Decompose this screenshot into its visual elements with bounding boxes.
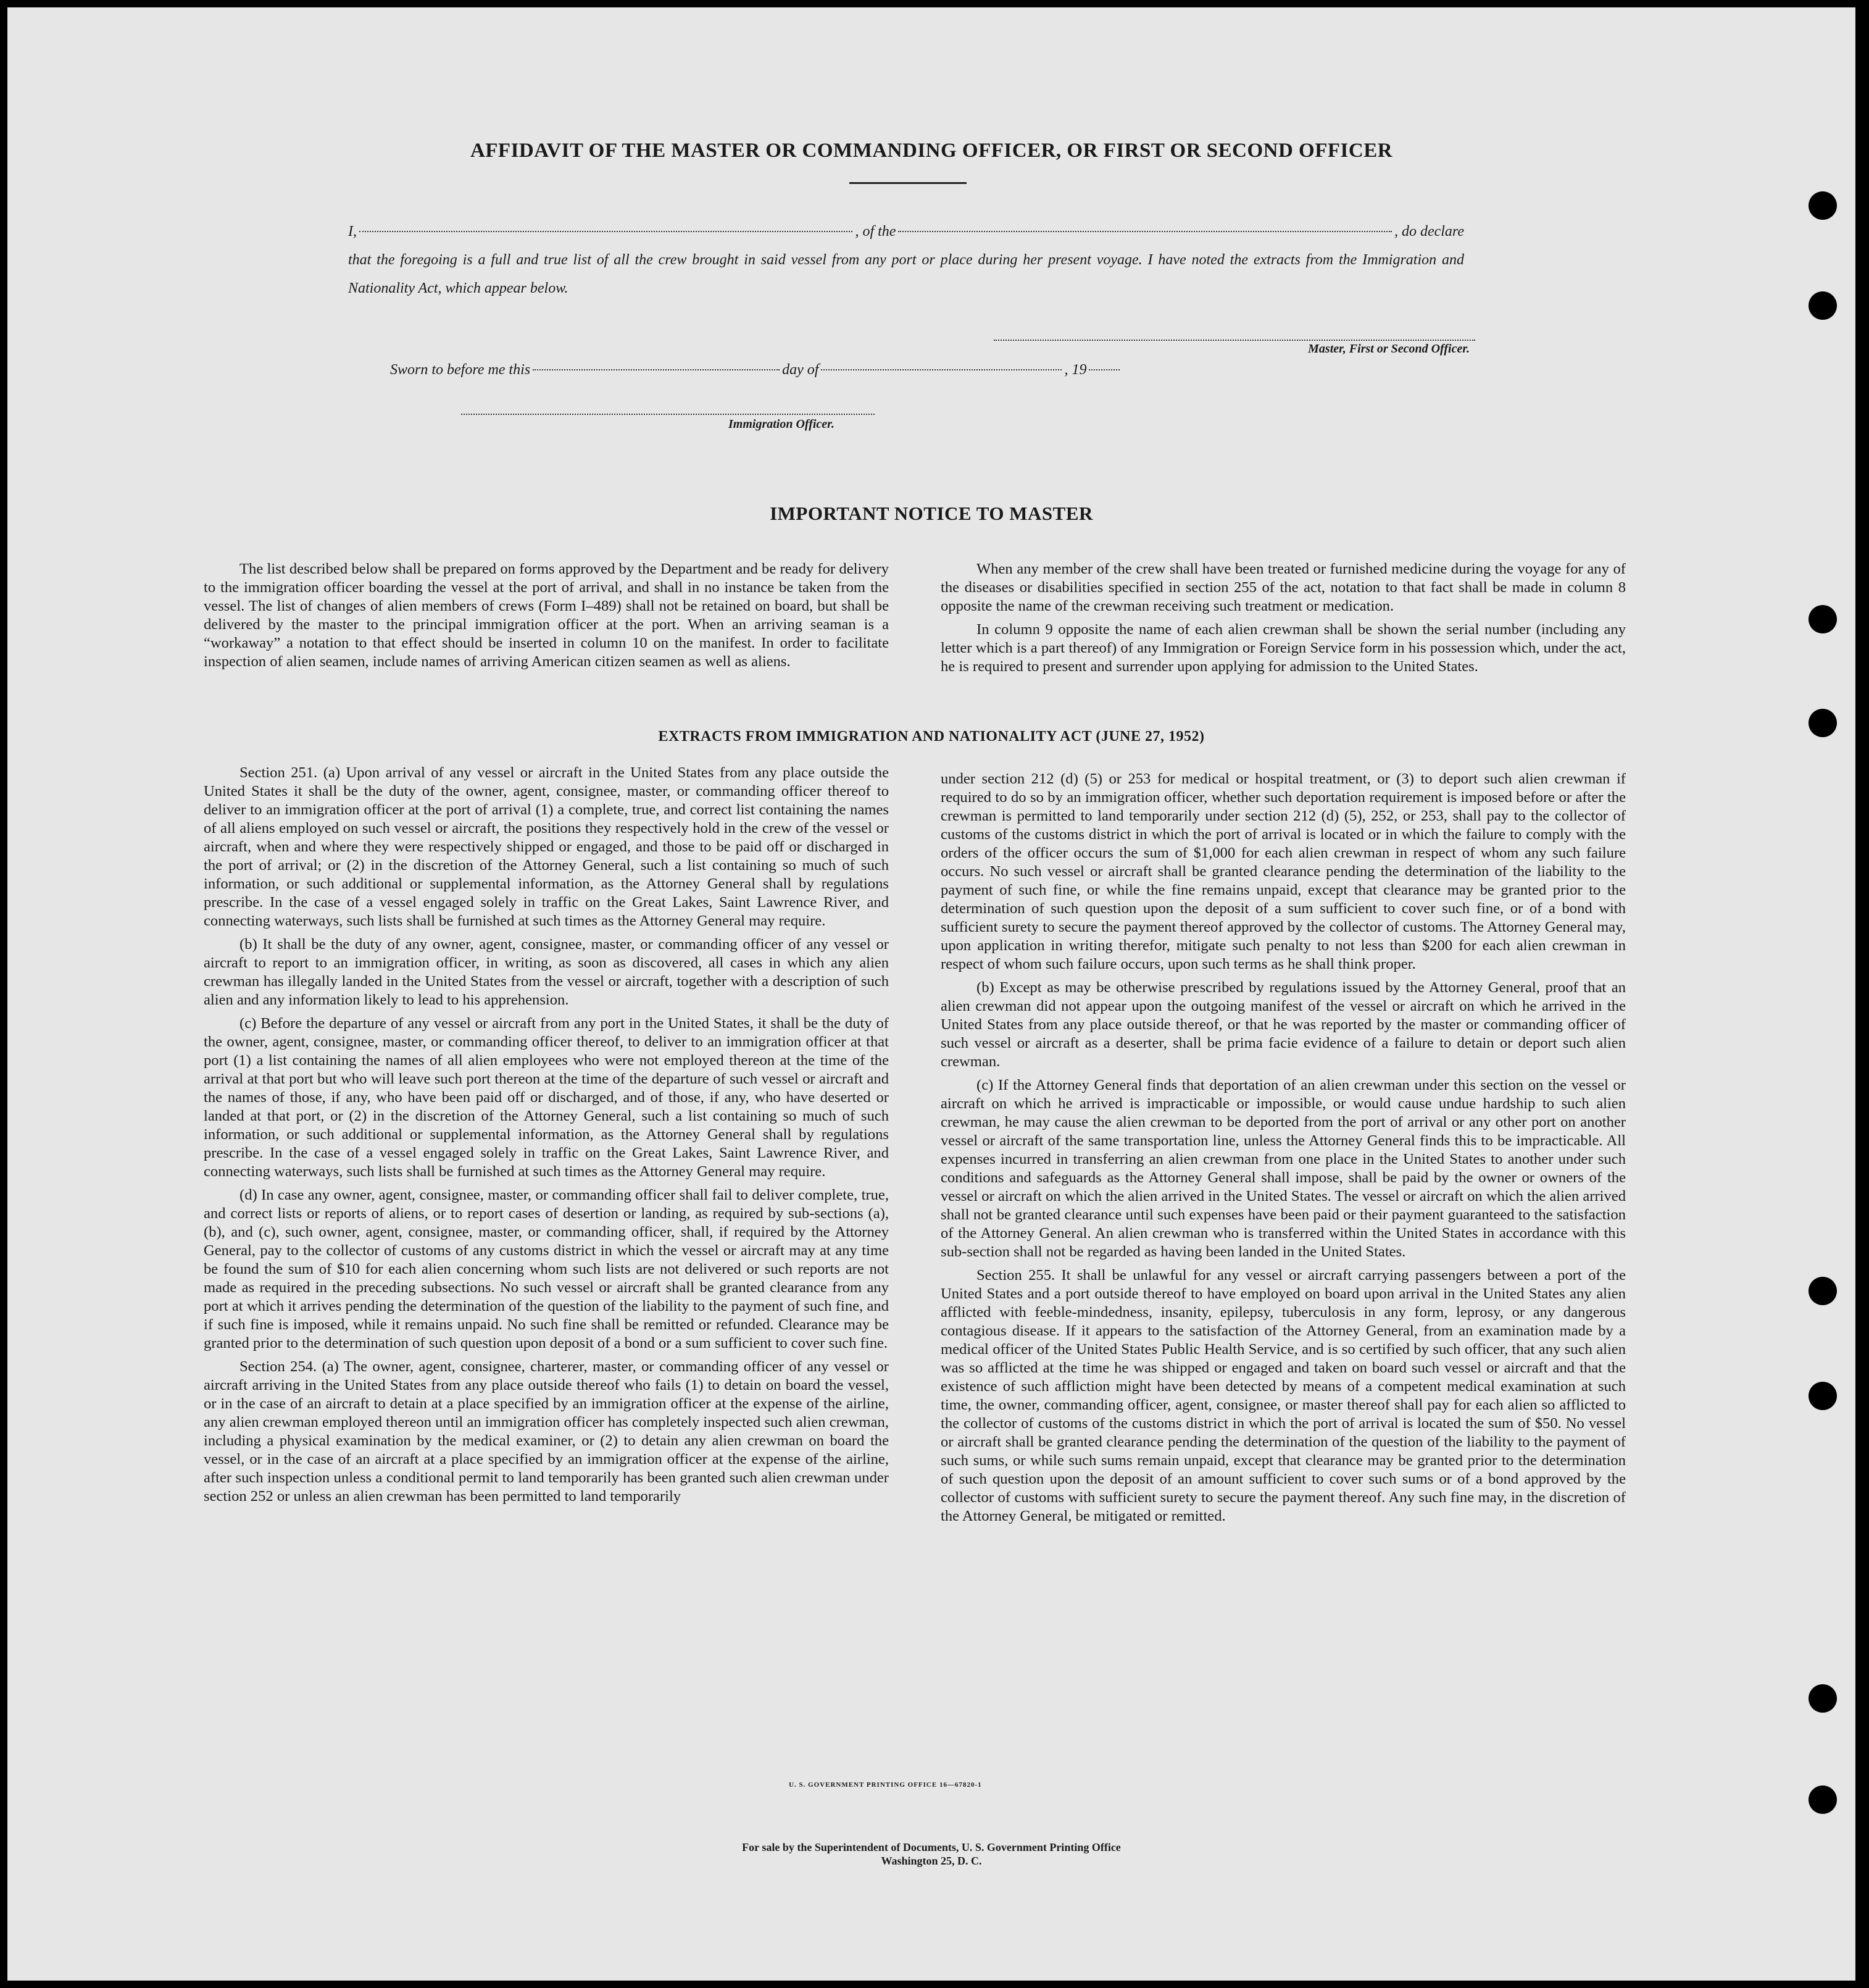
punch-hole: [1809, 1277, 1837, 1305]
punch-hole: [1809, 1785, 1837, 1814]
immigration-officer-label: Immigration Officer.: [728, 417, 835, 431]
notice-left-column: [204, 560, 889, 676]
notice-paragraph: In column 9 opposite the name of each alien crewman shall be shown the serial number (including any letter which is a part thereof) of any Immigration or Foreign Service form in his possession which, under the act, he is required to present and surrender upon applying for admission to the United States.: [941, 621, 1626, 675]
notice-right-column: [941, 560, 1626, 681]
notice-paragraph: The list described below shall be prepared on forms approved by the Department and be ready for delivery to the immigration officer boarding the vessel at the port of arrival, and shall in no instance be taken from the vessel. The list of changes of alien members of crews (Form I–489) shall not be retained on board, but shall be delivered by the master to the principal immigration officer at the port. When an arriving seaman is a “workaway” a notation to that effect should be inserted in column 10 on the manifest. In order to facilitate inspection of alien seamen, include names of arriving American citizen seamen as well as aliens.: [204, 561, 889, 670]
extracts-left-column: [204, 764, 889, 1511]
immigration-officer-signature-line[interactable]: [461, 414, 875, 415]
sale-line: For sale by the Superintendent of Documents, U. S. Government Printing Office: [742, 1841, 1121, 1853]
section-251-b: (b) It shall be the duty of any owner, agent, consignee, master, or commanding officer of any vessel or aircraft to report to an immigration officer, in writing, as soon as discovered, all cases in which any alien crewman has illegally landed in the United States from the vessel or aircraft, together with a description of such alien and any information likely to lead to his apprehension.: [204, 936, 889, 1008]
gpo-imprint: U. S. GOVERNMENT PRINTING OFFICE 16—67820-1: [789, 1781, 982, 1789]
vessel-blank[interactable]: [898, 231, 1391, 232]
form-page: [7, 7, 1855, 1981]
declaration-fill-row: [348, 217, 1464, 246]
section-255: Section 255. It shall be unlawful for any vessel or aircraft carrying passengers between a port of the United States and a port outside thereof to have employed on board upon arrival in the United States any alien afflicted with feeble-mindedness, insanity, epilepsy, tuberculosis in any form, leprosy, or any dangerous contagious disease. If it appears to the satisfaction of the Attorney General, from an examination made by a medical officer of the United States Public Health Service, and is so certified by such officer, that any such alien was so afflicted at the time he was shipped or engaged and taken on board such vessel or aircraft and that the existence of such affliction might have been detected by means of a competent medical examination at such time, the owner, commanding officer, agent, consignee, or master thereof shall pay for each alien so afflicted to the collector of customs of the customs district in which the port of arrival is located the sum of $50. No vessel or aircraft shall be granted clearance pending the determination of the question of the liability to the payment of such sums, or while such sums remain unpaid, except that clearance may be granted prior to the determination of such question upon the deposit of an amount sufficient to cover such sums or of a bond approved by the collector of customs with sufficient surety to secure the payment thereof. Any such fine may, in the discretion of the Attorney General, be mitigated or remitted.: [941, 1267, 1626, 1524]
section-254-c: (c) If the Attorney General finds that deportation of an alien crewman under this section on the vessel or aircraft on which he arrived is impracticable or impossible, or would cause undue hardship to such alien crewman, he may cause the alien crewman to be deported from the port of arrival or any other port on another vessel or aircraft of the same transportation line, unless the Attorney General finds this to be impracticable. All expenses incurred in transferring an alien crewman from one place in the United States to another under such conditions and safeguards as the Attorney General shall impose, shall be paid by the owner or owners of the vessel or aircraft on which the alien arrived in the United States. The vessel or aircraft on which the alien arrived shall not be granted clearance until such expenses have been paid or their payment guaranteed to the satisfaction of the Attorney General. An alien crewman who is transferred within the United States in accordance with this sub-section shall not be regarded as having been landed in the United States.: [941, 1077, 1626, 1260]
punch-hole: [1809, 605, 1837, 633]
of-the-label: , of the: [855, 223, 896, 240]
year-label: , 19: [1064, 362, 1087, 378]
notice-title: IMPORTANT NOTICE TO MASTER: [770, 503, 1093, 524]
do-declare-label: , do declare: [1394, 223, 1465, 240]
i-label: I,: [348, 223, 357, 240]
sworn-row: [390, 362, 1211, 378]
sworn-day-blank[interactable]: [533, 369, 780, 370]
master-signature-label: Master, First or Second Officer.: [1308, 342, 1470, 356]
sale-line: Washington 25, D. C.: [881, 1855, 982, 1867]
sworn-label: Sworn to before me this: [390, 362, 531, 378]
notice-paragraph: When any member of the crew shall have been treated or furnished medicine during the voyage for any of the diseases or disabilities specified in section 255 of the act, notation to that fact shall be made in column 8 opposite the name of the crewman receiving such treatment or medication.: [941, 561, 1626, 614]
day-of-label: day of: [782, 362, 819, 378]
affidavit-title: AFFIDAVIT OF THE MASTER OR COMMANDING OFFICER, OR FIRST OR SECOND OFFICER: [470, 140, 1393, 162]
section-254-a-continued: under section 212 (d) (5) or 253 for medical or hospital treatment, or (3) to deport such alien crewman if required to do so by an immigration officer, whether such deportation requirement is imposed before or after the crewman is permitted to land temporarily under section 212 (d) (5), 252, or 253, shall pay to the collector of customs of the customs district in which the port of arrival is located or in which the failure to comply with the orders of the officer occurs the sum of $1,000 for each alien crewman in respect of whom any such failure occurs. No such vessel or aircraft shall be granted clearance pending the determination of the liability to the payment of such fine, or while the fine remains unpaid, except that clearance may be granted prior to the determination of such question upon the deposit of a sum sufficient to cover such fine, or of a bond with sufficient surety to secure the payment thereof approved by the collector of customs. The Attorney General may, upon application in writing therefor, mitigate such penalty to not less than $200 for each alien crewman in respect of whom such failure occurs, upon such terms as he shall think proper.: [941, 771, 1626, 972]
sale-notice: [7, 1840, 1855, 1868]
section-251-a: Section 251. (a) Upon arrival of any vessel or aircraft in the United States from any place outside the United States it shall be the duty of the owner, agent, consignee, master, or commanding officer thereof to deliver to an immigration officer at the port of arrival (1) a complete, true, and correct list containing the names of all aliens employed on such vessel or aircraft, the positions they respectively hold in the crew of the vessel or aircraft, when and where they were respectively shipped or engaged, and those to be paid off or discharged in the port of arrival; or (2) in the discretion of the Attorney General, such a list containing so much of such information, or such additional or supplemental information, as the Attorney General shall by regulations prescribe. In the case of a vessel engaged solely in traffic on the Great Lakes, Saint Lawrence River, and connecting waterways, such lists shall be furnished at such times as the Attorney General may require.: [204, 764, 889, 929]
declaration-statement: that the foregoing is a full and true list of all the crew brought in said vessel from any port or place during her present voyage. I have noted the extracts from the Immigration and Nationality Act, which appear below.: [348, 252, 1464, 296]
section-251-d: (d) In case any owner, agent, consignee, master, or commanding officer shall fail to deliver complete, true, and correct lists or reports of aliens, or to report cases of desertion or landing, as required by sub-sections (a), (b), and (c), such owner, agent, consignee, master, or commanding officer, shall, if required by the Attorney General, pay to the collector of customs of any customs district in which the vessel or aircraft may at any time be found the sum of $10 for each alien concerning whom such lists are not delivered or such reports are not made as required in the preceding subsections. No such vessel or aircraft shall be granted clearance from any port at which it arrives pending the determination of the question of the liability to the payment of such fine, and if such fine is imposed, while it remains unpaid. No such fine shall be remitted or refunded. Clearance may be granted prior to the determination of such question upon deposit of a bond or a sum sufficient to cover such fine.: [204, 1187, 889, 1351]
section-254-a: Section 254. (a) The owner, agent, consignee, charterer, master, or commanding officer of any vessel or aircraft arriving in the United States from any place outside thereof who fails (1) to detain on board the vessel, or in the case of an aircraft to detain at a place specified by an immigration officer at the expense of the airline, any alien crewman employed thereon until an immigration officer has completely inspected such alien crewman, including a physical examination by the medical examiner, or (2) to detain any alien crewman on board the vessel, or in the case of an aircraft at a place specified by an immigration officer at the expense of the airline, after such inspection unless a conditional permit to land temporarily has been granted such alien crewman under section 252 or unless an alien crewman has been permitted to land temporarily: [204, 1358, 889, 1505]
extracts-title: EXTRACTS FROM IMMIGRATION AND NATIONALITY ACT (JUNE 27, 1952): [658, 729, 1205, 745]
section-251-c: (c) Before the departure of any vessel or aircraft from any port in the United States, it shall be the duty of the owner, agent, consignee, master, or commanding officer thereof, to deliver to an immigration officer at that port (1) a list containing the names of all alien employees who were not employed thereon at the time of the arrival at that port but who will leave such port thereon at the time of the departure of such vessel or aircraft and the names of those, if any, who have been paid off or discharged, and of those, if any, who have deserted or landed at that port, or (2) in the discretion of the Attorney General, such a list containing so much of such information, or such additional or supplemental information, as the Attorney General shall by regulations prescribe. In the case of a vessel engaged solely in traffic on the Great Lakes, Saint Lawrence River, and connecting waterways, such lists shall be furnished at such times as the Attorney General may require.: [204, 1015, 889, 1180]
sworn-month-blank[interactable]: [821, 369, 1062, 370]
section-254-b: (b) Except as may be otherwise prescribed by regulations issued by the Attorney General, proof that an alien crewman did not appear upon the outgoing manifest of the vessel or aircraft on which he arrived in the United States from any place outside thereof, or that he was reported by the master or commanding officer of such vessel or aircraft as a deserter, shall be prima facie evidence of a failure to detain or deport such alien crewman.: [941, 979, 1626, 1070]
title-divider: [849, 182, 967, 184]
punch-hole: [1809, 291, 1837, 320]
name-blank[interactable]: [359, 231, 852, 232]
declaration-block: [348, 217, 1464, 303]
punch-hole: [1809, 1382, 1837, 1410]
punch-hole: [1809, 1684, 1837, 1713]
master-signature-line[interactable]: [994, 340, 1475, 341]
extracts-right-column: [941, 770, 1626, 1531]
punch-hole: [1809, 191, 1837, 220]
sworn-year-blank[interactable]: [1089, 369, 1120, 370]
